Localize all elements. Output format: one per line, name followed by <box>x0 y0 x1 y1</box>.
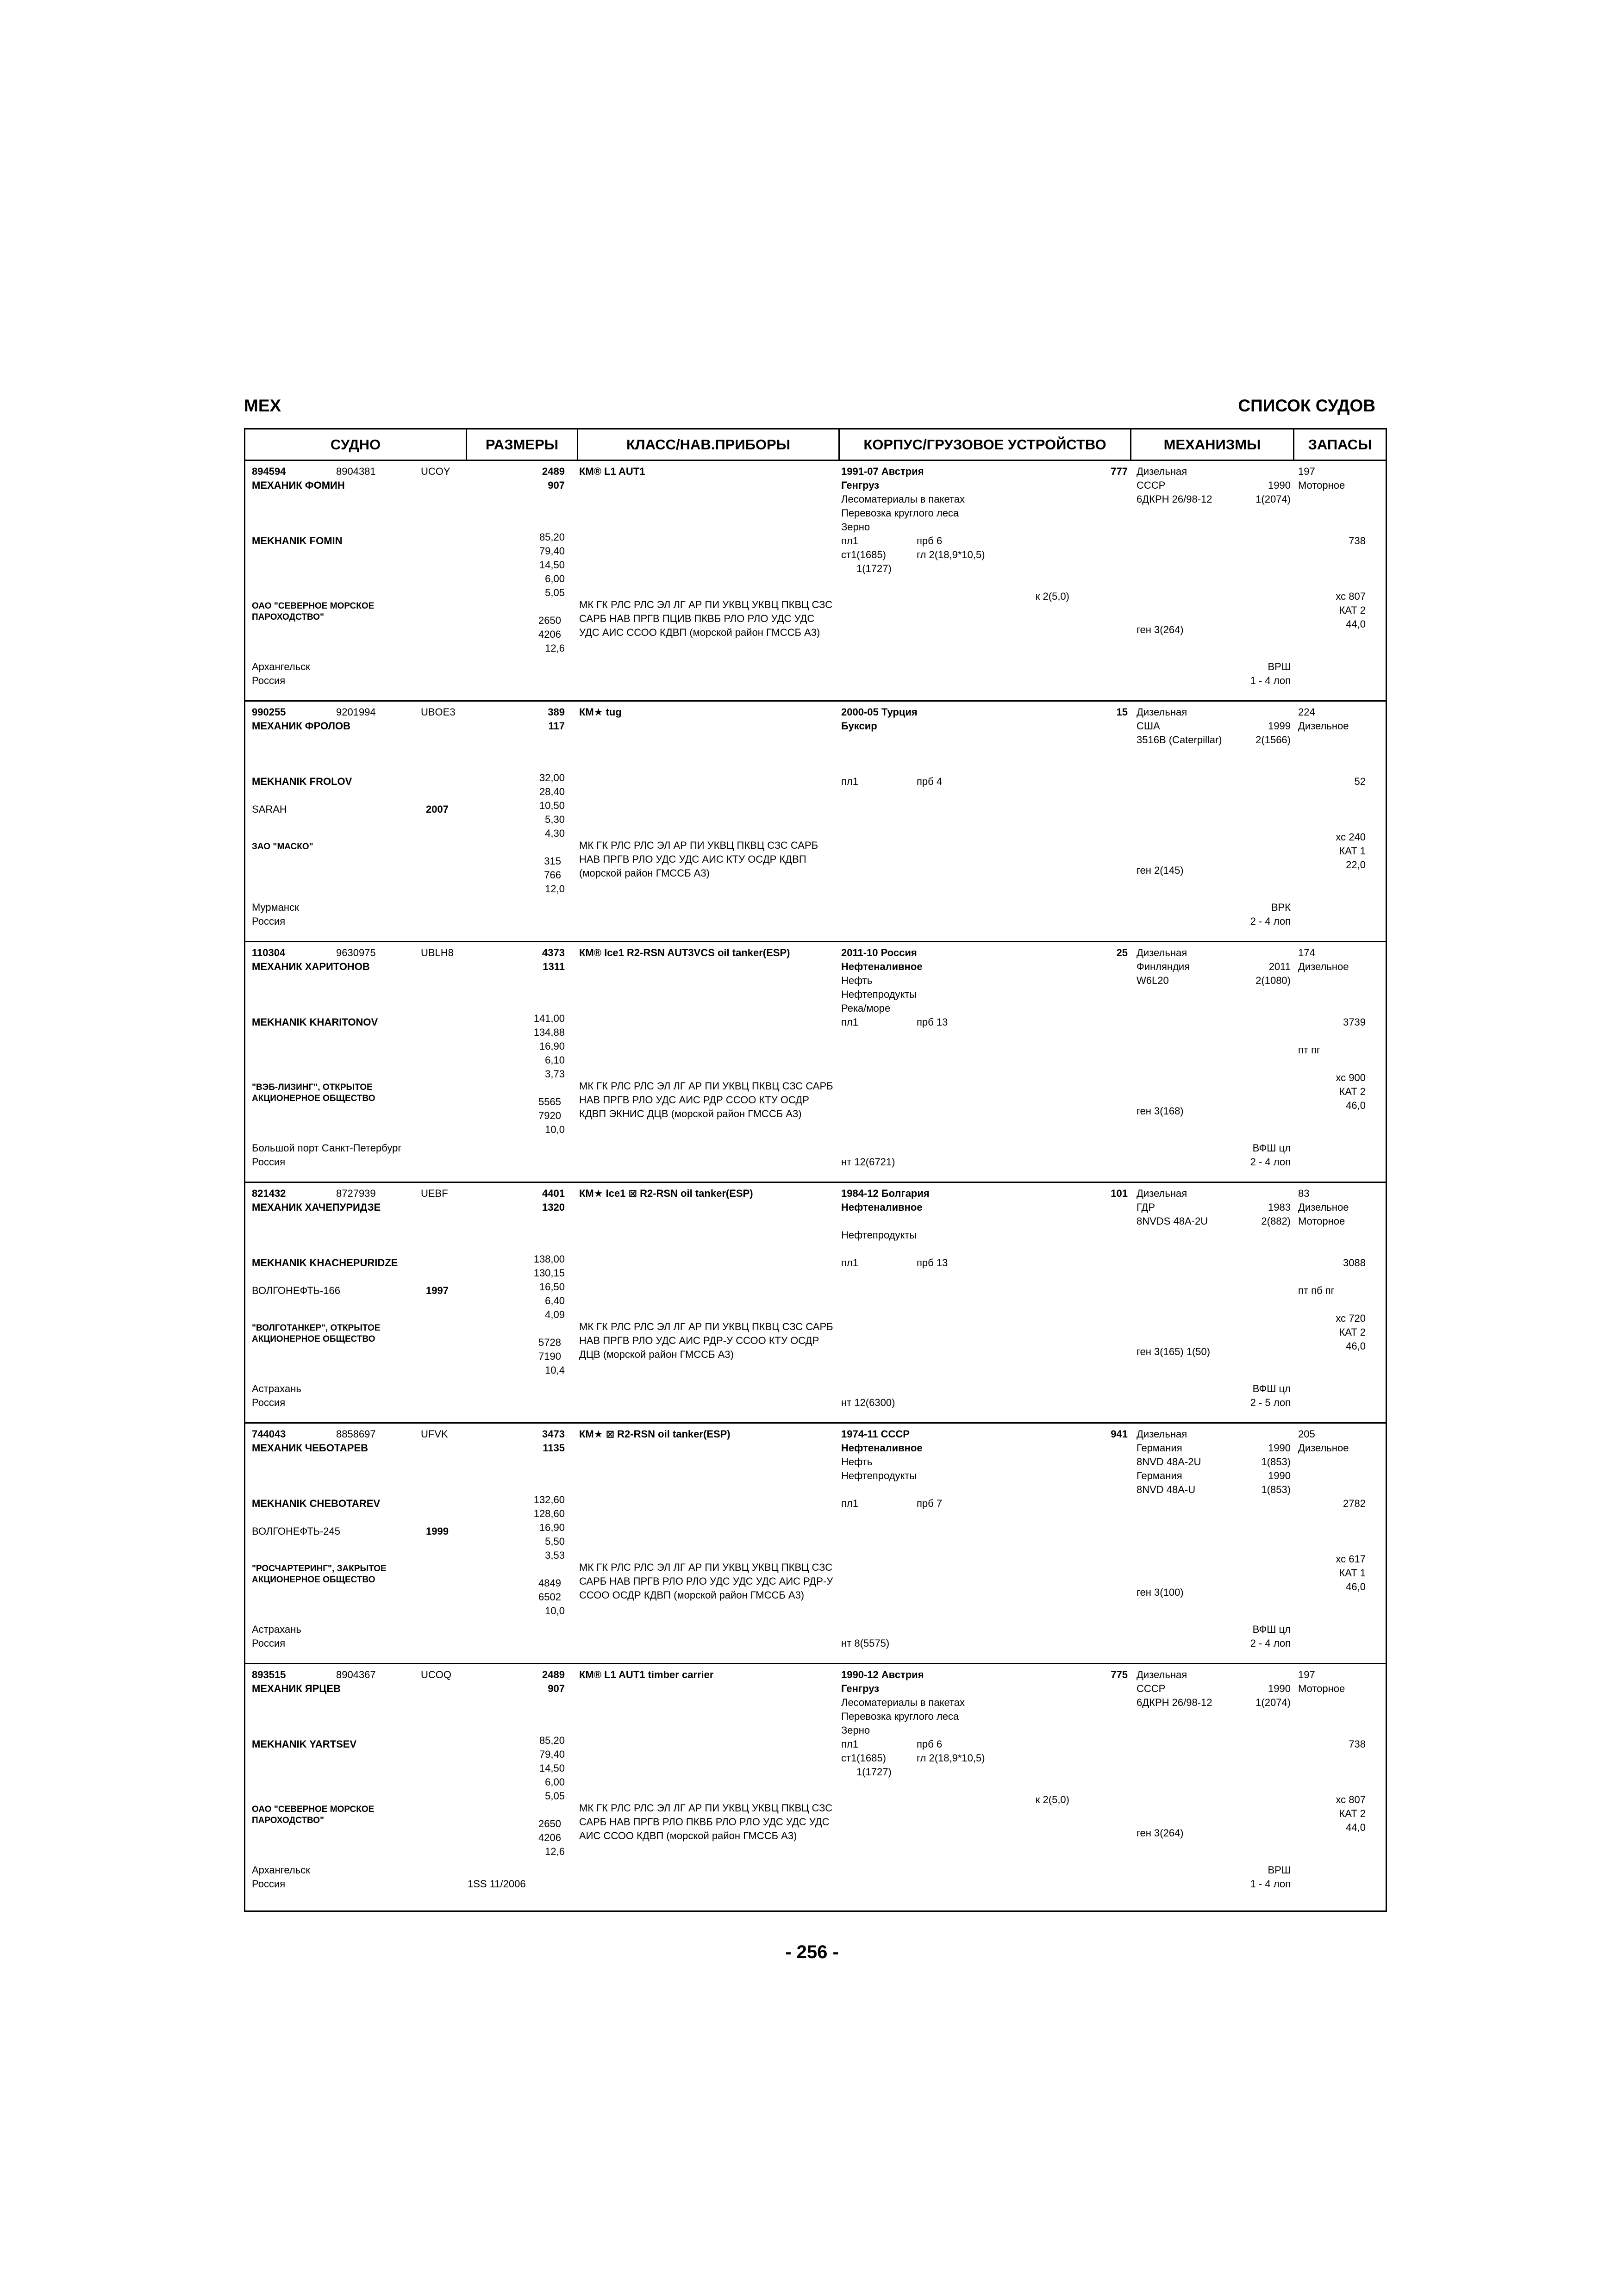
hold-bulkheads: прб 6 <box>917 535 943 547</box>
ship-name-latin: MEKHANIK YARTSEV <box>252 1738 357 1750</box>
dimension-value: 85,20 <box>539 1735 565 1746</box>
col-header-class: КЛАСС/НАВ.ПРИБОРЫ <box>578 429 840 460</box>
hold-capacity-2: 1(1727) <box>856 563 892 574</box>
dimension-value: 3,73 <box>545 1068 565 1080</box>
hull-descriptor: Генгруз <box>841 479 880 491</box>
engine-year: 1983 <box>1268 1201 1291 1213</box>
deadweight-value: 2650 <box>538 1818 561 1829</box>
ship-record <box>245 702 1386 942</box>
supply-category: КАТ 2 <box>1339 604 1366 616</box>
supply-speed: 46,0 <box>1346 1340 1366 1352</box>
cargo-cranes: к 2(5,0) <box>1035 591 1069 602</box>
section-code: МЕХ <box>244 396 281 415</box>
ship-name-latin: MEKHANIK FOMIN <box>252 535 343 547</box>
engine-model: 8NVDS 48A-2U <box>1137 1215 1208 1227</box>
dimension-value: 6,10 <box>545 1054 565 1066</box>
col-header-hull: КОРПУС/ГРУЗОВОЕ УСТРОЙСТВО <box>840 429 1131 460</box>
registry-number: 894594 <box>252 466 286 477</box>
hold-bulkheads: прб 7 <box>917 1498 943 1509</box>
supply-fresh-water: 738 <box>1349 1738 1366 1750</box>
engine-power: 2(882) <box>1261 1215 1291 1227</box>
navigation-equipment: МК ГК РЛС РЛС ЭЛ АР ПИ УКВЦ ПКВЦ СЗС САРБ НАВ ПРГВ РЛО УДС УДС АИС КТУ ОСДР КДВП (морской район ГМССБ А3) <box>579 840 818 879</box>
navigation-equipment: МК ГК РЛС РЛС ЭЛ ЛГ АР ПИ УКВЦ ПКВЦ СЗС САРБ НАВ ПРГВ РЛО УДС АИС РДР-У ССОО КТУ ОСДР ДЦВ (морской район ГМССБ А3) <box>579 1321 833 1360</box>
tank-capacity: нт 12(6300) <box>841 1397 895 1408</box>
class-notation: КМ★ tug <box>579 706 622 718</box>
supply-fuel-type: Моторное <box>1298 479 1345 491</box>
ship-record <box>245 461 1386 702</box>
former-name-year: 2007 <box>426 803 449 815</box>
engine-type: Дизельная <box>1137 1188 1187 1199</box>
build-date-country: 1991-07 Австрия <box>841 466 924 477</box>
engine-power: 2(1080) <box>1255 975 1291 986</box>
navigation-equipment: МК ГК РЛС РЛС ЭЛ ЛГ АР ПИ УКВЦ УКВЦ ПКВЦ СЗС САРБ НАВ ПРГВ ПЦИВ ПКВБ РЛО РЛО УДС УДС УДС АИС ССОО КДВП (морской район ГМССБ А3) <box>579 599 833 638</box>
deadweight-value: 10,0 <box>545 1605 565 1617</box>
supply-fuel-capacity: 197 <box>1298 466 1315 477</box>
hold-bulkheads: прб 13 <box>917 1016 948 1028</box>
deadweight-value: 12,6 <box>545 1846 565 1857</box>
ship-owner: ОАО "СЕВЕРНОЕ МОРСКОЕ ПАРОХОДСТВО" <box>252 601 375 622</box>
imo-number: 8727939 <box>336 1188 376 1199</box>
hatch-covers: пл1 <box>841 1738 858 1750</box>
supply-fresh-water: 738 <box>1349 535 1366 547</box>
dimension-value: 134,88 <box>533 1027 565 1038</box>
hatch-covers: пл1 <box>841 1257 858 1269</box>
col-header-machinery: МЕХАНИЗМЫ <box>1131 429 1294 460</box>
home-port: Архангельск <box>252 661 310 672</box>
supply-fuel-type: Дизельное <box>1298 1442 1349 1454</box>
engine-country-2: Германия <box>1137 1470 1182 1481</box>
hold-capacity: ст1(1685) <box>841 1752 886 1764</box>
registry-number: 990255 <box>252 706 286 718</box>
ship-name: МЕХАНИК ФОМИН <box>252 479 345 491</box>
column-header-row <box>245 429 1386 461</box>
former-name: SARAH <box>252 803 287 815</box>
ship-record <box>245 1183 1386 1424</box>
former-name-year: 1999 <box>426 1525 449 1537</box>
dimension-value: 79,40 <box>539 545 565 557</box>
supply-fuel-capacity: 224 <box>1298 706 1315 718</box>
class-notation: КМ® L1 AUT1 timber carrier <box>579 1669 714 1680</box>
supply-fuel-type: Моторное <box>1298 1683 1345 1694</box>
supply-fuel-type: Дизельное <box>1298 720 1349 732</box>
imo-number: 8904381 <box>336 466 376 477</box>
supply-fresh-water: 3088 <box>1343 1257 1366 1269</box>
hull-descriptor: Перевозка круглого леса <box>841 1711 959 1722</box>
ship-name: МЕХАНИК ХАРИТОНОВ <box>252 961 370 972</box>
dimension-value: 4,30 <box>545 828 565 839</box>
tonnage-value: 1135 <box>543 1442 565 1454</box>
ship-name-latin: MEKHANIK FROLOV <box>252 776 352 787</box>
imo-number: 8858697 <box>336 1428 376 1440</box>
supply-category: КАТ 2 <box>1339 1326 1366 1338</box>
tonnage-value: 4373 <box>542 947 565 958</box>
propeller-blades: 2 - 4 лоп <box>1250 1156 1291 1168</box>
ship-owner: ЗАО "МАСКО" <box>252 842 313 852</box>
cargo-cranes: к 2(5,0) <box>1035 1794 1069 1805</box>
col-header-ship: СУДНО <box>245 429 467 460</box>
engine-model: 3516B (Caterpillar) <box>1137 734 1222 746</box>
col-header-dimensions: РАЗМЕРЫ <box>467 429 578 460</box>
build-date-country: 2000-05 Турция <box>841 706 918 718</box>
call-sign: UCOQ <box>421 1669 451 1680</box>
hull-descriptor: Нефть <box>841 1456 873 1468</box>
flag-country: Россия <box>252 915 286 927</box>
dimension-value: 130,15 <box>533 1267 565 1279</box>
yard-number: 941 <box>1111 1428 1128 1440</box>
supply-fuel-capacity: 83 <box>1298 1188 1310 1199</box>
imo-number: 9201994 <box>336 706 376 718</box>
hull-descriptor: Лесоматериалы в пакетах <box>841 493 965 505</box>
engine-year: 1999 <box>1268 720 1291 732</box>
supply-fuel-type: Дизельное <box>1298 1201 1349 1213</box>
hull-descriptor: Нефтепродукты <box>841 1229 917 1241</box>
generators: ген 3(100) <box>1137 1587 1184 1598</box>
hull-descriptor: Перевозка круглого леса <box>841 507 959 519</box>
dimension-value: 138,00 <box>533 1253 565 1265</box>
yard-number: 15 <box>1116 706 1128 718</box>
propeller-type: ВФШ цл <box>1252 1624 1291 1635</box>
deadweight-value: 766 <box>544 869 561 881</box>
engine-model: 6ДКРН 26/98-12 <box>1137 1697 1212 1708</box>
hold-capacity: ст1(1685) <box>841 549 886 560</box>
engine-model: 6ДКРН 26/98-12 <box>1137 493 1212 505</box>
registry-number: 821432 <box>252 1188 286 1199</box>
deadweight-value: 7920 <box>538 1110 561 1121</box>
dimension-value: 3,53 <box>545 1549 565 1561</box>
flag-country: Россия <box>252 1878 286 1890</box>
hull-descriptor: Нефтеналивное <box>841 1442 923 1454</box>
supply-ballast: хс 720 <box>1336 1313 1366 1324</box>
dimension-value: 5,05 <box>545 1790 565 1802</box>
engine-type: Дизельная <box>1137 947 1187 958</box>
tonnage-value: 1320 <box>542 1201 565 1213</box>
engine-country: Германия <box>1137 1442 1182 1454</box>
ship-owner: ОАО "СЕВЕРНОЕ МОРСКОЕ ПАРОХОДСТВО" <box>252 1804 375 1825</box>
ship-name: МЕХАНИК ХАЧЕПУРИДЗЕ <box>252 1201 381 1213</box>
supply-fresh-water: 52 <box>1354 776 1366 787</box>
hull-descriptor: Нефть <box>841 975 873 986</box>
tonnage-value: 389 <box>548 706 565 718</box>
dimension-value: 141,00 <box>533 1013 565 1024</box>
ship-record <box>245 1424 1386 1664</box>
ship-record <box>245 1664 1386 1905</box>
registry-number: 744043 <box>252 1428 286 1440</box>
propeller-blades: 2 - 4 лоп <box>1250 915 1291 927</box>
hull-descriptor: Буксир <box>841 720 877 732</box>
class-notation: КМ® Ice1 R2-RSN AUT3VCS oil tanker(ESP) <box>579 947 790 958</box>
build-date-country: 1984-12 Болгария <box>841 1188 930 1199</box>
hull-descriptor: Зерно <box>841 521 870 533</box>
tonnage-value: 1311 <box>543 961 565 972</box>
flag-country: Россия <box>252 1637 286 1649</box>
hull-descriptor: Нефтеналивное <box>841 961 923 972</box>
tonnage-value: 4401 <box>542 1188 565 1199</box>
engine-model: 8NVD 48A-2U <box>1137 1456 1201 1468</box>
supply-cargo-types: пт пг <box>1298 1044 1321 1056</box>
dimension-value: 16,90 <box>539 1040 565 1052</box>
flag-country: Россия <box>252 675 286 686</box>
home-port: Большой порт Санкт-Петербург <box>252 1142 402 1154</box>
deadweight-value: 4849 <box>538 1577 561 1589</box>
yard-number: 25 <box>1116 947 1128 958</box>
registry-number: 110304 <box>252 947 286 958</box>
supply-fuel-type: Дизельное <box>1298 961 1349 972</box>
hull-descriptor: Зерно <box>841 1724 870 1736</box>
supply-ballast: хс 240 <box>1336 831 1366 843</box>
dimension-value: 79,40 <box>539 1748 565 1760</box>
build-date-country: 2011-10 Россия <box>841 947 917 958</box>
engine-type: Дизельная <box>1137 1428 1187 1440</box>
page-number: - 256 - <box>785 1942 839 1962</box>
deadweight-value: 10,0 <box>545 1124 565 1135</box>
former-name-year: 1997 <box>426 1285 449 1296</box>
yard-number: 775 <box>1111 1669 1128 1680</box>
hull-descriptor: Генгруз <box>841 1683 880 1694</box>
supply-speed: 46,0 <box>1346 1581 1366 1593</box>
hatch-dimensions: гл 2(18,9*10,5) <box>917 1752 985 1764</box>
former-name: ВОЛГОНЕФТЬ-245 <box>252 1525 340 1537</box>
engine-year: 2011 <box>1268 961 1291 972</box>
tonnage-value: 2489 <box>542 1669 565 1680</box>
call-sign: UCOY <box>421 466 450 477</box>
supply-cargo-types: пт пб пг <box>1298 1285 1335 1296</box>
hull-descriptor: Река/море <box>841 1002 891 1014</box>
ship-name-latin: MEKHANIK CHEBOTAREV <box>252 1498 381 1509</box>
supply-speed: 44,0 <box>1346 1822 1366 1833</box>
engine-type: Дизельная <box>1137 706 1187 718</box>
tank-capacity: нт 8(5575) <box>841 1637 890 1649</box>
flag-country: Россия <box>252 1156 286 1168</box>
engine-year: 1990 <box>1268 479 1291 491</box>
yard-number: 101 <box>1111 1188 1128 1199</box>
generators: ген 3(168) <box>1137 1105 1184 1117</box>
hatch-dimensions: гл 2(18,9*10,5) <box>917 549 985 560</box>
deadweight-value: 4206 <box>538 628 561 640</box>
engine-year: 1990 <box>1268 1442 1291 1454</box>
engine-country: ГДР <box>1137 1201 1156 1213</box>
home-port: Астрахань <box>252 1624 301 1635</box>
page-heading: СПИСОК СУДОВ <box>1238 396 1375 415</box>
tonnage-value: 2489 <box>542 466 565 477</box>
ship-name: МЕХАНИК ЯРЦЕВ <box>252 1683 341 1694</box>
propeller-blades: 2 - 4 лоп <box>1250 1637 1291 1649</box>
deadweight-value: 7190 <box>538 1350 561 1362</box>
call-sign: UBLH8 <box>421 947 454 958</box>
engine-model: W6L20 <box>1137 975 1169 986</box>
former-name: ВОЛГОНЕФТЬ-166 <box>252 1285 340 1296</box>
tonnage-value: 117 <box>548 720 565 732</box>
edition-note: 1SS 11/2006 <box>468 1878 526 1890</box>
hull-descriptor: Нефтепродукты <box>841 989 917 1000</box>
engine-year-2: 1990 <box>1268 1470 1291 1481</box>
hold-bulkheads: прб 4 <box>917 776 943 787</box>
hold-bulkheads: прб 13 <box>917 1257 948 1269</box>
deadweight-value: 4206 <box>538 1832 561 1843</box>
deadweight-value: 6502 <box>538 1591 561 1603</box>
supply-category: КАТ 2 <box>1339 1808 1366 1819</box>
ship-name-latin: MEKHANIK KHACHEPURIDZE <box>252 1257 398 1269</box>
propeller-blades: 1 - 4 лоп <box>1250 1878 1291 1890</box>
ship-owner: "ВЭБ-ЛИЗИНГ", ОТКРЫТОЕ АКЦИОНЕРНОЕ ОБЩЕСТВО <box>252 1083 375 1103</box>
hold-capacity-2: 1(1727) <box>856 1766 892 1778</box>
dimension-value: 6,00 <box>545 1776 565 1788</box>
hull-descriptor: Нефтепродукты <box>841 1470 917 1481</box>
deadweight-value: 2650 <box>538 615 561 626</box>
dimension-value: 85,20 <box>539 531 565 543</box>
engine-power-2: 1(853) <box>1261 1484 1291 1495</box>
generators: ген 3(165) 1(50) <box>1137 1346 1211 1357</box>
engine-country: СССР <box>1137 1683 1166 1694</box>
propeller-type: ВРШ <box>1268 661 1291 672</box>
tank-capacity: нт 12(6721) <box>841 1156 895 1168</box>
dimension-value: 128,60 <box>533 1508 565 1519</box>
engine-country: СССР <box>1137 479 1166 491</box>
tonnage-value: 907 <box>548 479 565 491</box>
engine-type: Дизельная <box>1137 1669 1187 1680</box>
dimension-value: 5,50 <box>545 1536 565 1547</box>
deadweight-value: 12,0 <box>545 883 565 895</box>
dimension-value: 5,05 <box>545 587 565 598</box>
dimension-value: 4,09 <box>545 1309 565 1320</box>
deadweight-value: 5565 <box>538 1096 561 1108</box>
registry-number: 893515 <box>252 1669 286 1680</box>
dimension-value: 28,40 <box>539 786 565 797</box>
ship-owner: "РОСЧАРТЕРИНГ", ЗАКРЫТОЕ АКЦИОНЕРНОЕ ОБЩЕСТВО <box>252 1564 387 1585</box>
propeller-type: ВФШ цл <box>1252 1383 1291 1394</box>
navigation-equipment: МК ГК РЛС РЛС ЭЛ ЛГ АР ПИ УКВЦ УКВЦ ПКВЦ СЗС САРБ НАВ ПРГВ РЛО РЛО УДС УДС УДС АИС РДР-У ССОО ОСДР КДВП (морской район ГМССБ А3) <box>579 1562 833 1601</box>
build-date-country: 1990-12 Австрия <box>841 1669 924 1680</box>
supply-ballast: хс 807 <box>1336 1794 1366 1805</box>
hull-descriptor: Лесоматериалы в пакетах <box>841 1697 965 1708</box>
build-date-country: 1974-11 СССР <box>841 1428 910 1440</box>
generators: ген 3(264) <box>1137 624 1184 635</box>
engine-year: 1990 <box>1268 1683 1291 1694</box>
class-notation: КМ★ Ice1 ⊠ R2-RSN oil tanker(ESP) <box>579 1188 753 1199</box>
engine-model-2: 8NVD 48A-U <box>1137 1484 1196 1495</box>
home-port: Архангельск <box>252 1864 310 1876</box>
supply-category: КАТ 1 <box>1339 1567 1366 1579</box>
engine-power: 1(853) <box>1261 1456 1291 1468</box>
dimension-value: 14,50 <box>539 559 565 571</box>
propeller-type: ВФШ цл <box>1252 1142 1291 1154</box>
engine-country: Финляндия <box>1137 961 1190 972</box>
deadweight-value: 5728 <box>538 1337 561 1348</box>
engine-power: 1(2074) <box>1255 1697 1291 1708</box>
ship-name-latin: MEKHANIK KHARITONOV <box>252 1016 378 1028</box>
call-sign: UEBF <box>421 1188 448 1199</box>
flag-country: Россия <box>252 1397 286 1408</box>
propeller-type: ВРК <box>1271 902 1291 913</box>
deadweight-value: 315 <box>544 855 561 867</box>
dimension-value: 16,90 <box>539 1522 565 1533</box>
home-port: Мурманск <box>252 902 299 913</box>
propeller-blades: 2 - 5 лоп <box>1250 1397 1291 1408</box>
supply-fresh-water: 3739 <box>1343 1016 1366 1028</box>
ship-register-table <box>244 428 1387 1912</box>
supply-speed: 22,0 <box>1346 859 1366 871</box>
call-sign: UBOE3 <box>421 706 456 718</box>
deadweight-value: 10,4 <box>545 1364 565 1376</box>
home-port: Астрахань <box>252 1383 301 1394</box>
deadweight-value: 12,6 <box>545 642 565 654</box>
supply-ballast: хс 617 <box>1336 1553 1366 1565</box>
dimension-value: 5,30 <box>545 814 565 825</box>
hold-bulkheads: прб 6 <box>917 1738 943 1750</box>
supply-fresh-water: 2782 <box>1343 1498 1366 1509</box>
ship-record <box>245 942 1386 1183</box>
supply-fuel-capacity: 205 <box>1298 1428 1315 1440</box>
navigation-equipment: МК ГК РЛС РЛС ЭЛ ЛГ АР ПИ УКВЦ ПКВЦ СЗС САРБ НАВ ПРГВ РЛО УДС АИС РДР ССОО КТУ ОСДР КДВП ЭКНИС ДЦВ (морской район ГМССБ А3) <box>579 1080 833 1120</box>
call-sign: UFVK <box>421 1428 448 1440</box>
col-header-supplies: ЗАПАСЫ <box>1308 436 1372 453</box>
imo-number: 8904367 <box>336 1669 376 1680</box>
class-notation: КМ★ ⊠ R2-RSN oil tanker(ESP) <box>579 1428 731 1440</box>
dimension-value: 16,50 <box>539 1281 565 1293</box>
ship-owner: "ВОЛГОТАНКЕР", ОТКРЫТОЕ АКЦИОНЕРНОЕ ОБЩЕСТВО <box>252 1323 381 1344</box>
supply-ballast: хс 900 <box>1336 1072 1366 1083</box>
hatch-covers: пл1 <box>841 1016 858 1028</box>
dimension-value: 6,40 <box>545 1295 565 1307</box>
hatch-covers: пл1 <box>841 535 858 547</box>
imo-number: 9630975 <box>336 947 376 958</box>
supply-fuel-capacity: 174 <box>1298 947 1315 958</box>
engine-country: США <box>1137 720 1160 732</box>
dimension-value: 14,50 <box>539 1762 565 1774</box>
hatch-covers: пл1 <box>841 776 858 787</box>
navigation-equipment: МК ГК РЛС РЛС ЭЛ ЛГ АР ПИ УКВЦ УКВЦ ПКВЦ СЗС САРБ НАВ ПРГВ РЛО ПКВБ РЛО РЛО УДС УДС УДС АИС ССОО КДВП (морской район ГМССБ А3) <box>579 1802 833 1842</box>
ship-name: МЕХАНИК ФРОЛОВ <box>252 720 350 732</box>
propeller-blades: 1 - 4 лоп <box>1250 675 1291 686</box>
dimension-value: 32,00 <box>539 772 565 784</box>
hatch-covers: пл1 <box>841 1498 858 1509</box>
generators: ген 3(264) <box>1137 1827 1184 1839</box>
generators: ген 2(145) <box>1137 865 1184 876</box>
engine-power: 2(1566) <box>1255 734 1291 746</box>
engine-power: 1(2074) <box>1255 493 1291 505</box>
supply-category: КАТ 2 <box>1339 1086 1366 1097</box>
hull-descriptor: Нефтеналивное <box>841 1201 923 1213</box>
supply-speed: 44,0 <box>1346 618 1366 630</box>
supply-fuel-capacity: 197 <box>1298 1669 1315 1680</box>
class-notation: КМ® L1 AUT1 <box>579 466 645 477</box>
supply-fuel-type-2: Моторное <box>1298 1215 1345 1227</box>
ship-name: МЕХАНИК ЧЕБОТАРЕВ <box>252 1442 369 1454</box>
engine-type: Дизельная <box>1137 466 1187 477</box>
tonnage-value: 3473 <box>542 1428 565 1440</box>
supply-category: КАТ 1 <box>1339 845 1366 857</box>
dimension-value: 132,60 <box>533 1494 565 1506</box>
tonnage-value: 907 <box>548 1683 565 1694</box>
propeller-type: ВРШ <box>1268 1864 1291 1876</box>
dimension-value: 10,50 <box>539 800 565 811</box>
yard-number: 777 <box>1111 466 1128 477</box>
supply-ballast: хс 807 <box>1336 591 1366 602</box>
supply-speed: 46,0 <box>1346 1100 1366 1111</box>
dimension-value: 6,00 <box>545 573 565 585</box>
